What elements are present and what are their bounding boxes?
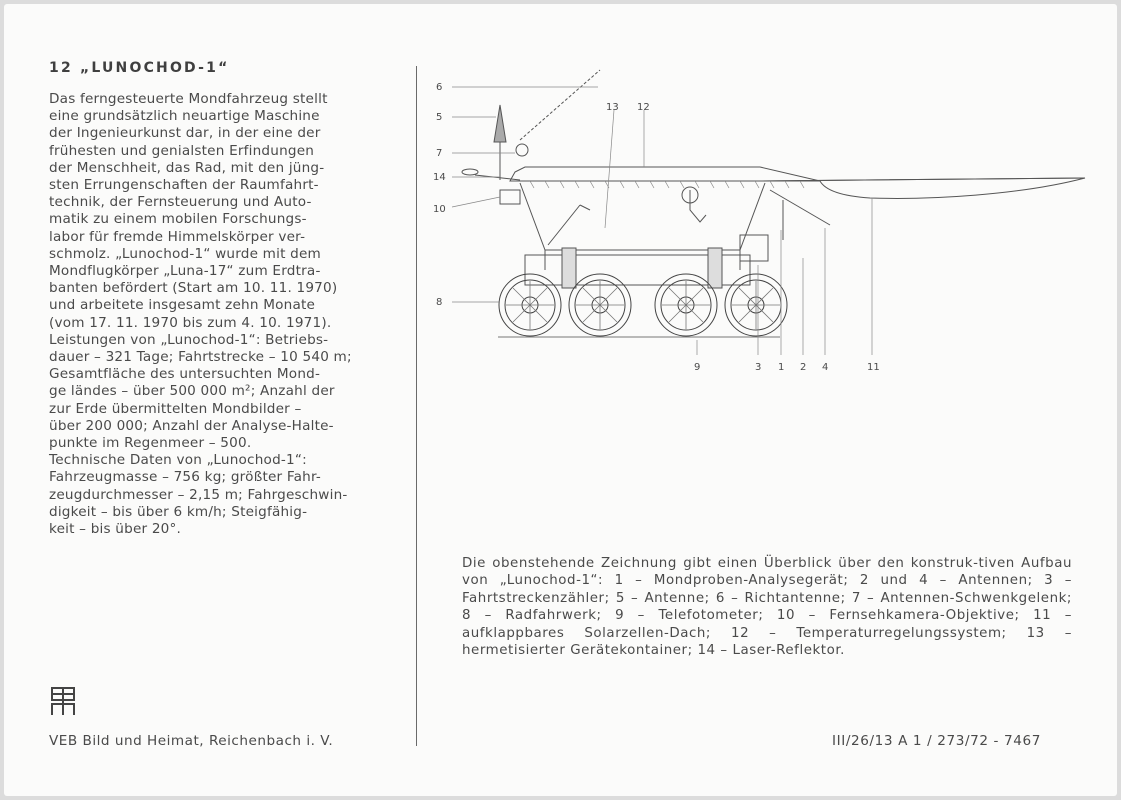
paragraph-technical-data: Technische Daten von „Lunochod-1“: Fahrzeugmasse – 756 kg; größter Fahr- zeugdurchmesser – 2,15 m; Fahrgeschwin- digkeit – bis über 6 km/h; Steigfähig- keit – bis über 20°. [49, 452, 348, 538]
diagram-caption: Die obenstehende Zeichnung gibt einen Überblick über den konstruk-tiven Aufbau von „Lunochod-1“: 1 – Mondproben-Analysegerät; 2 und 4 – Antennen; 3 – Fahrtstreckenzähler; 5 – Antenne; 6 – Richtantenne; 7 – Antennen-Schwenkgelenk; 8 – Radfahrwerk; 9 – Telefotometer; 10 – Fernsehkamera-Objektive; 11 – aufklappbares Solarzellen-Dach; 12 – Temperaturregelungssystem; 13 – hermetisierter Gerätekontainer; 14 – Laser-Reflektor. [462, 556, 1072, 659]
publisher-logo [49, 685, 77, 717]
diagram-label-10: 10 [433, 204, 446, 215]
description-text [49, 91, 390, 538]
lunokhod-diagram [420, 60, 1110, 390]
diagram-label-9: 9 [694, 362, 701, 373]
diagram-label-6: 6 [436, 82, 443, 93]
diagram-label-12: 12 [637, 102, 650, 113]
publisher-name: VEB Bild und Heimat, Reichenbach i. V. [49, 733, 334, 749]
paragraph-performance: Leistungen von „Lunochod-1“: Betriebs- dauer – 321 Tage; Fahrtstrecke – 10 540 m; Gesamtfläche des untersuchten Mond- ge ländes – über 500 000 m²; Anzahl der zur Erde übermittelten Mondbilder – über 200 000; Anzahl der Analyse-Halte- punkte im Regenmeer – 500. [49, 331, 352, 452]
diagram-label-2: 2 [800, 362, 807, 373]
diagram-label-14: 14 [433, 172, 446, 183]
diagram-label-4: 4 [822, 362, 829, 373]
diagram-label-1: 1 [778, 362, 785, 373]
diagram-label-13: 13 [606, 102, 619, 113]
diagram-label-5: 5 [436, 112, 443, 123]
diagram-label-8: 8 [436, 297, 443, 308]
column-divider [416, 66, 417, 746]
paragraph-intro: Das ferngesteuerte Mondfahrzeug stellt eine grundsätzlich neuartige Maschine der Ingenieurkunst dar, in der eine der frühesten und genialsten Erfindungen der Menschheit, das Rad, mit den jüng- sten Errungenschaften der Raumfahrt- technik, der Fernsteuerung und Auto- matik zu einem mobilen Forschungs- labor für fremde Himmelskörper ver- schmolz. „Lunochod-1“ wurde mit dem Mondflugkörper „Luna-17“ zum Erdtra- banten befördert (Start am 10. 11. 1970) und arbeitete insgesamt zehn Monate (vom 17. 11. 1970 bis zum 4. 10. 1971). [49, 91, 338, 331]
page-title: 12 „LUNOCHOD-1“ [49, 60, 230, 76]
print-code: III/26/13 A 1 / 273/72 - 7467 [832, 733, 1041, 749]
diagram-label-3: 3 [755, 362, 762, 373]
diagram-label-7: 7 [436, 148, 443, 159]
diagram-label-11: 11 [867, 362, 880, 373]
